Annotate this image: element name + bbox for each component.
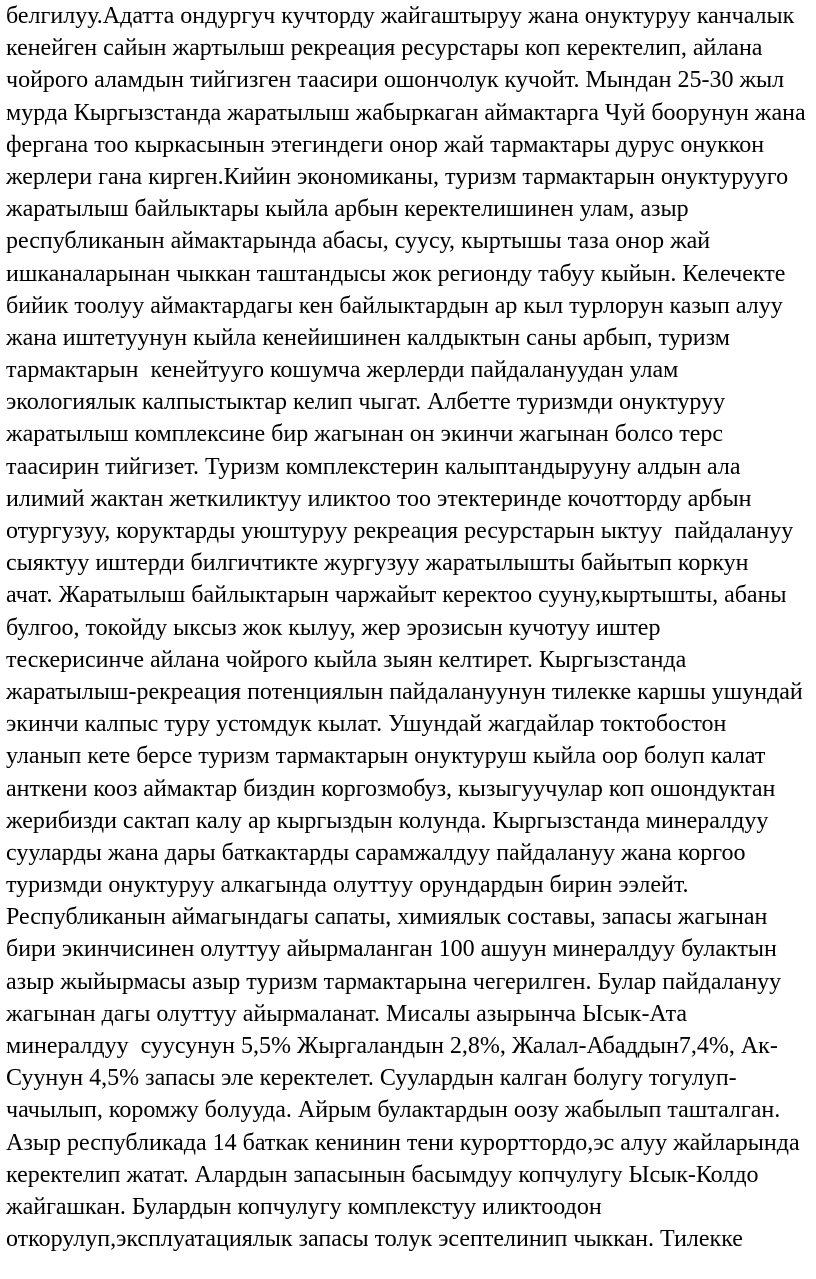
text-line: туризмди онуктуруу алкагында олуттуу орундардын бирин ээлейт. [6,872,689,899]
text-line: булгоо, токойду ыксыз жок кылуу, жер эрозисын кучотуу иштер [6,614,661,641]
text-line: мурда Кыргызстанда жаратылыш жабыркаган аймактарга Чуй боорунун жана [6,99,806,126]
text-line: жайгашкан. Булардын копчулугу комплекстуу иликтоодон [6,1193,602,1220]
text-line: жаратылыш байлыктары кыйла арбын керектелишинен улам, азыр [6,196,689,223]
text-line: Азыр республикада 14 баткак кенинин тени курорттордо,эс алуу жайларында [6,1129,800,1156]
text-line: сыяктуу иштерди билгичтикте жургузуу жаратылышты байытып коркун [6,550,749,577]
text-line: жерибизди сактап калу ар кыргыздын колунда. Кыргызстанда минералдуу [6,807,769,834]
text-line: илимий жактан жеткиликтуу иликтоо тоо этектеринде кочотторду арбын [6,485,752,512]
text-line: фергана тоо кыркасынын этегиндеги онор жай тармактары дурус онуккон [6,131,765,158]
text-line: анткени кооз аймактар биздин коргозмобуз, кызыгуучулар коп ошондуктан [6,775,776,802]
text-line: ачат. Жаратылыш байлыктарын чаржайыт керектоо сууну,кыртышты, абаны [6,582,787,609]
text-line: кенейген сайын жартылыш рекреация ресурстары коп керектелип, айлана [6,35,763,62]
text-line: жерлери гана кирген.Кийин экономиканы, туризм тармактарын онуктурууго [6,163,789,190]
text-line: таасирин тийгизет. Туризм комплекстерин калыптандырууну алдын ала [6,453,741,480]
text-line: сууларды жана дары баткактарды сарамжалдуу пайдалануу жана коргоо [6,839,746,866]
text-line: экинчи калпыс туру устомдук кылат. Ушундай жагдайлар токтобостон [6,711,727,738]
text-line: уланып кете берсе туризм тармактарын онуктуруш кыйла оор болуп калат [6,743,766,770]
text-line: жаратылыш-рекреация потенциялын пайдалануунун тилекке каршы ушундай [6,678,803,705]
text-line: чойрого аламдын тийгизген таасири ошончолук кучойт. Мындан 25-30 жыл [6,67,785,94]
text-line: откорулуп,эксплуатациялык запасы толук эсептелинип чыккан. Тилекке [6,1226,743,1253]
text-line: чачылып, коромжу болууда. Айрым булактардын оозу жабылып ташталган. [6,1097,781,1124]
text-line: отургузуу, коруктарды уюштуруу рекреация ресурстарын ыктуу пайдалануу [6,518,794,544]
text-line: белгилуу.Адатта ондургуч кучторду жайгаштыруу жана онуктуруу канчалык [6,3,795,29]
text-line: бири экинчисинен олуттуу айырмаланган 100 ашуун минералдуу булактын [6,936,777,963]
text-line: бийик тоолуу аймактардагы кен байлыктардын ар кыл турлорун казып алуу [6,292,783,319]
text-line: Республиканын аймагындагы сапаты, химиялык составы, запасы жагынан [6,904,768,931]
text-line: Суунун 4,5% запасы эле керектелет. Суулардын калган болугу тогулуп- [6,1065,737,1092]
text-line: жана иштетуунун кыйла кенейишинен калдыктын саны арбып, туризм [6,324,730,351]
text-line: жаратылыш комплексине бир жагынан он экинчи жагынан болсо терс [6,421,724,448]
text-line: ишканаларынан чыккан таштандысы жок регионду табуу кыйын. Келечекте [6,260,786,287]
text-line: тескерисинче айлана чойрого кыйла зыян келтирет. Кыргызстанда [6,646,687,673]
text-line: жагынан дагы олуттуу айырмаланат. Мисалы азырынча Ысык-Ата [6,1000,687,1027]
text-line: керектелип жатат. Алардын запасынын басымдуу копчулугу Ысык-Колдо [6,1161,759,1188]
text-line: азыр жыйырмасы азыр туризм тармактарына чегерилген. Булар пайдалануу [6,968,782,995]
text-line: минералдуу суусунун 5,5% Жыргаландын 2,8%, Жалал-Абаддын7,4%, Ак- [6,1033,778,1059]
text-line: республиканын аймактарында абасы, суусу, кыртышы таза онор жай [6,228,711,255]
text-line: тармактарын кенейтууго кошумча жерлерди пайдалануудан улам [6,357,679,384]
text-line: экологиялык калпыстыктар келип чыгат. Албетте туризмди онуктуруу [6,389,726,416]
body-text [6,0,812,1255]
